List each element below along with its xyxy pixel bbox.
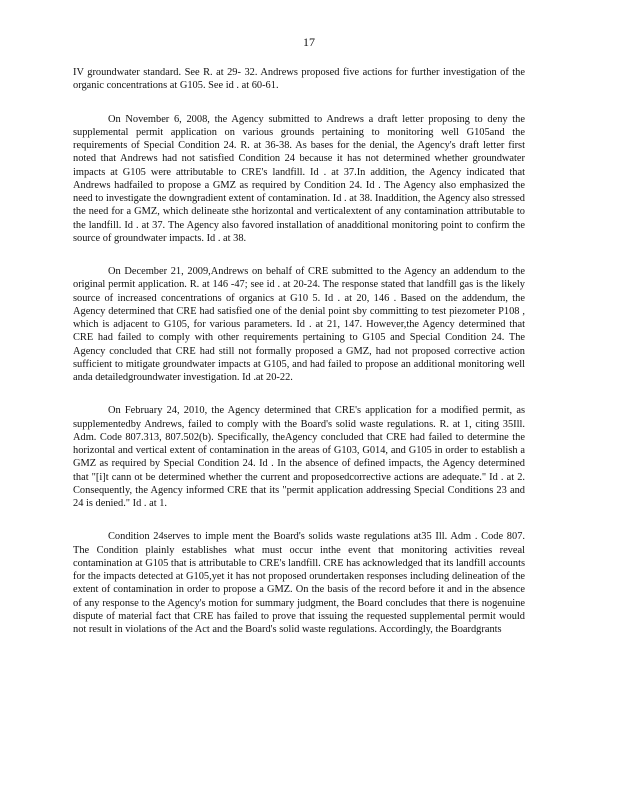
page-number: 17 (303, 35, 315, 49)
paragraph-february-2010: On February 24, 2010, the Agency determined that CRE's application for a modified permit, as supplementedby Andrews, failed to comply with the Board's solid waste regulations. R. at 1, citing 35Ill. Adm. Code 807.313, 807.502(b). Specifically, theAgency concluded that CRE had failed to determine the horizontal and vertical extent of contamination in the areas of G103, G014, and G105 in order to establish a GMZ as required by Special Condition 24. Id . In the absence of defined impacts, the Agency determined that "[i]t cann ot be determined whether the current and proposedcorrective actions are adequate." Id . at 2. Consequently, the Agency informed CRE that its "permit application addressing Special Conditions 23 and 24 is denied." Id . at 1. (73, 405, 525, 509)
paragraph-november-2008: On November 6, 2008, the Agency submitted to Andrews a draft letter proposing to deny the supplemental permit application on various grounds pertaining to monitoring well G105and the requirements of Special Condition 24. R. at 36-38. As bases for the denial, the Agency's draft letter first noted that Andrews had not satisfied Condition 24 because it has not determined whether groundwater impacts at G105 were attributable to CRE's landfill. Id . at 37.In addition, the Agency indicated that Andrews hadfailed to propose a GMZ as required by Condition 24. Id . The Agency also emphasized the need to investigate the downgradient extent of contamination. Id . at 38. Inaddition, the Agency also stressed the need for a GMZ, which delineate sthe horizontal and verticalextent of any contamination attributable to the landfill. Id . at 37. The Agency also favored installation of anadditional monitoring point to confirm the source of groundwater impacts. Id . at 38. (73, 113, 525, 244)
paragraph-condition-24: Condition 24serves to imple ment the Board's solids waste regulations at35 Ill. Adm . Code 807. The Condition plainly establishes what must occur inthe event that monitoring activities reveal contamination at G105 that is attributable to CRE's landfill. CRE has acknowledged that its landfill accounts for the impacts detected at G105,yet it has not proposed orundertaken responses including delineation of the extent of contamination in order to propose a GMZ. On the basis of the record before it and in the absence of any response to the Agency's motion for summary judgment, the Board concludes that there is nogenuine dispute of material fact that CRE has failed to prove that issuing the requested supplemental permit would not result in violations of the Act and the Board's solid waste regulations. Accordingly, the Boardgrants (73, 531, 525, 635)
document-body (73, 66, 525, 656)
paragraph-continuation: IV groundwater standard. See R. at 29- 32. Andrews proposed five actions for further investigation of the organic concentrations at G105. See id . at 60-61. (73, 67, 525, 92)
paragraph-december-2009: On December 21, 2009,Andrews on behalf of CRE submitted to the Agency an addendum to the original permit application. R. at 146 -47; see id . at 20-24. The response stated that landfill gas is the likely source of increased concentrations of organics at G10 5. Id . at 20, 146 . Based on the addendum, the Agency determined that CRE had satisfied one of the denial point sby committing to test piezometer P108 , which is adjacent to G105, for various parameters. Id . at 21, 147. However,the Agency determined that CRE had failed to comply with other requirements pertaining to G105 and Special Condition 24. The Agency concluded that CRE had still not formally proposed a GMZ, had not proposed corrective action sufficient to mitigate groundwater impacts at G105, and had failed to propose an additional monitoring well anda detailedgroundwater investigation. Id .at 20-22. (73, 266, 525, 383)
